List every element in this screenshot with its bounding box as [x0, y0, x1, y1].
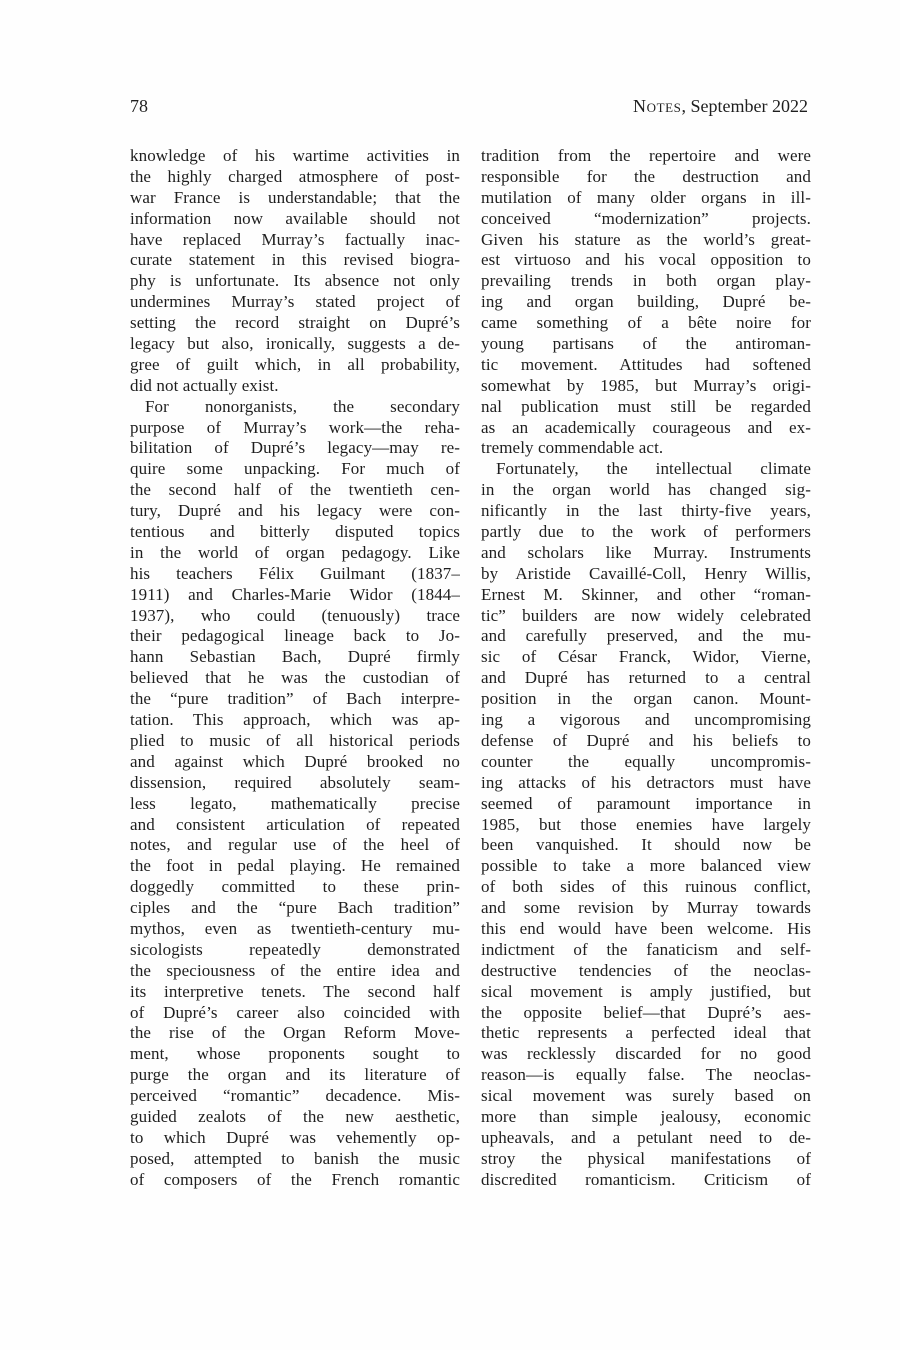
- journal-title: [633, 96, 808, 117]
- text-line: destructive tendencies of the neoclas-: [481, 960, 811, 980]
- text-line: indictment of the fanaticism and self-: [481, 939, 811, 959]
- text-line: ing and organ building, Dupré be-: [481, 292, 811, 312]
- text-line: possible to take a more balanced view: [481, 856, 811, 876]
- text-line: sical movement was surely based on: [481, 1086, 811, 1106]
- text-line: tic movement. Attitudes had softened: [481, 354, 811, 374]
- text-line: Fortunately, the intellectual climate: [496, 459, 811, 479]
- text-line: curate statement in this revised biogra-: [130, 250, 460, 270]
- text-line: tation. This approach, which was ap-: [130, 710, 460, 730]
- journal-date: , September 2022: [681, 96, 808, 116]
- text-line: discredited romanticism. Criticism of: [481, 1169, 811, 1189]
- text-line: ciples and the “pure Bach tradition”: [130, 898, 460, 918]
- text-line: of composers of the French romantic: [130, 1169, 460, 1189]
- text-line: mutilation of many older organs in ill-: [481, 187, 811, 207]
- text-line: conceived “modernization” projects.: [481, 208, 811, 228]
- text-line: notes, and regular use of the heel of: [130, 835, 460, 855]
- text-line: in the world of organ pedagogy. Like: [130, 542, 460, 562]
- text-line: nificantly in the last thirty-five years,: [481, 501, 811, 521]
- text-line: dissension, required absolutely seam-: [130, 772, 460, 792]
- paragraph: [130, 397, 460, 1191]
- text-line: sicologists repeatedly demonstrated: [130, 939, 460, 959]
- text-line: tic” builders are now widely celebrated: [481, 605, 811, 625]
- text-line: knowledge of his wartime activities in: [130, 146, 460, 165]
- text-line: prevailing trends in both organ play-: [481, 271, 811, 291]
- text-line: of Dupré’s career also coincided with: [130, 1002, 460, 1022]
- text-line: quire some unpacking. For much of: [130, 459, 460, 479]
- text-line: phy is unfortunate. Its absence not only: [130, 271, 460, 291]
- text-line: the rise of the Organ Reform Move-: [130, 1023, 460, 1043]
- text-line: hann Sebastian Bach, Dupré firmly: [130, 647, 460, 667]
- text-line: did not actually exist.: [130, 375, 279, 395]
- text-line: ing attacks of his detractors must have: [481, 772, 811, 792]
- text-line: somewhat by 1985, but Murray’s origi-: [481, 375, 811, 395]
- text-line: 1911) and Charles-Marie Widor (1844–: [130, 584, 460, 604]
- text-line: was recklessly discarded for no good: [481, 1044, 811, 1064]
- text-line: and some revision by Murray towards: [481, 898, 811, 918]
- text-line: more than simple jealousy, economic: [481, 1106, 811, 1126]
- paragraph: [481, 459, 811, 1190]
- text-line: sic of César Franck, Widor, Vierne,: [481, 647, 811, 667]
- text-line: been vanquished. It should now be: [481, 835, 811, 855]
- text-line: gree of guilt which, in all probability,: [130, 354, 460, 374]
- text-line: guided zealots of the new aesthetic,: [130, 1106, 460, 1126]
- paragraph: [130, 146, 460, 397]
- text-line: in the organ world has changed sig-: [481, 480, 811, 500]
- text-line: and scholars like Murray. Instruments: [481, 542, 811, 562]
- text-line: doggedly committed to these prin-: [130, 877, 460, 897]
- text-line: seemed of paramount importance in: [481, 793, 811, 813]
- text-line: stroy the physical manifestations of: [481, 1148, 811, 1168]
- text-line: thetic represents a perfected ideal that: [481, 1023, 811, 1043]
- text-line: purpose of Murray’s work—the reha-: [130, 417, 460, 437]
- text-line: tury, Dupré and his legacy were con-: [130, 501, 460, 521]
- text-line: reason—is equally false. The neoclas-: [481, 1065, 811, 1085]
- text-line: to which Dupré was vehemently op-: [130, 1127, 460, 1147]
- text-line: and Dupré has returned to a central: [481, 668, 811, 688]
- text-line: perceived “romantic” decadence. Mis-: [130, 1086, 460, 1106]
- text-line: Given his stature as the world’s great-: [481, 229, 811, 249]
- text-line: counter the equally uncompromis-: [481, 751, 811, 771]
- text-line: Ernest M. Skinner, and other “roman-: [481, 584, 811, 604]
- text-line: mythos, even as twentieth-century mu-: [130, 918, 460, 938]
- text-block: [130, 146, 811, 1191]
- text-line: tentious and bitterly disputed topics: [130, 522, 460, 542]
- text-line: position in the organ canon. Mount-: [481, 689, 811, 709]
- text-line: ment, whose proponents sought to: [130, 1044, 460, 1064]
- text-line: nal publication must still be regarded: [481, 396, 811, 416]
- text-line: and carefully preserved, and the mu-: [481, 626, 811, 646]
- text-line: by Aristide Cavaillé-Coll, Henry Willis,: [481, 563, 811, 583]
- text-line: partly due to the work of performers: [481, 522, 811, 542]
- text-line: young partisans of the antiroman-: [481, 334, 811, 354]
- text-line: as an academically courageous and ex-: [481, 417, 811, 437]
- text-line: less legato, mathematically precise: [130, 793, 460, 813]
- right-column: [481, 146, 811, 1191]
- text-line: For nonorganists, the secondary: [145, 396, 460, 416]
- text-line: the “pure tradition” of Bach interpre-: [130, 689, 460, 709]
- text-line: information now available should not: [130, 208, 460, 228]
- text-line: have replaced Murray’s factually inac-: [130, 229, 460, 249]
- text-line: defense of Dupré and his beliefs to: [481, 730, 811, 750]
- text-line: the speciousness of the entire idea and: [130, 960, 460, 980]
- text-line: its interpretive tenets. The second half: [130, 981, 460, 1001]
- text-line: ing a vigorous and uncompromising: [481, 710, 811, 730]
- text-line: purge the organ and its literature of: [130, 1065, 460, 1085]
- text-line: the foot in pedal playing. He remained: [130, 856, 460, 876]
- text-line: believed that he was the custodian of: [130, 668, 460, 688]
- paragraph: [481, 146, 811, 459]
- running-head: [130, 96, 808, 118]
- text-line: tradition from the repertoire and were: [481, 146, 811, 165]
- text-line: the second half of the twentieth cen-: [130, 480, 460, 500]
- text-line: setting the record straight on Dupré’s: [130, 313, 460, 333]
- text-line: tremely commendable act.: [481, 438, 664, 458]
- text-line: 1985, but those enemies have largely: [481, 814, 811, 834]
- text-line: war France is understandable; that the: [130, 187, 460, 207]
- text-line: the highly charged atmosphere of post-: [130, 166, 460, 186]
- text-line: undermines Murray’s stated project of: [130, 292, 460, 312]
- text-line: posed, attempted to banish the music: [130, 1148, 460, 1168]
- text-line: plied to music of all historical periods: [130, 730, 460, 750]
- text-line: came something of a bête noire for: [481, 313, 811, 333]
- text-line: the opposite belief—that Dupré’s aes-: [481, 1002, 811, 1022]
- text-line: est virtuoso and his vocal opposition to: [481, 250, 811, 270]
- journal-name: Notes: [633, 96, 682, 116]
- text-line: upheavals, and a petulant need to de-: [481, 1127, 811, 1147]
- text-line: of both sides of this ruinous conflict,: [481, 877, 811, 897]
- text-line: their pedagogical lineage back to Jo-: [130, 626, 460, 646]
- page-number: 78: [130, 96, 148, 116]
- text-line: 1937), who could (tenuously) trace: [130, 605, 460, 625]
- text-line: legacy but also, ironically, suggests a de-: [130, 334, 460, 354]
- text-line: bilitation of Dupré’s legacy—may re-: [130, 438, 460, 458]
- text-line: and against which Dupré brooked no: [130, 751, 460, 771]
- text-line: this end would have been welcome. His: [481, 918, 811, 938]
- left-column: [130, 146, 460, 1191]
- text-line: responsible for the destruction and: [481, 166, 811, 186]
- text-line: sical movement is amply justified, but: [481, 981, 811, 1001]
- text-line: his teachers Félix Guilmant (1837–: [130, 563, 460, 583]
- text-line: and consistent articulation of repeated: [130, 814, 460, 834]
